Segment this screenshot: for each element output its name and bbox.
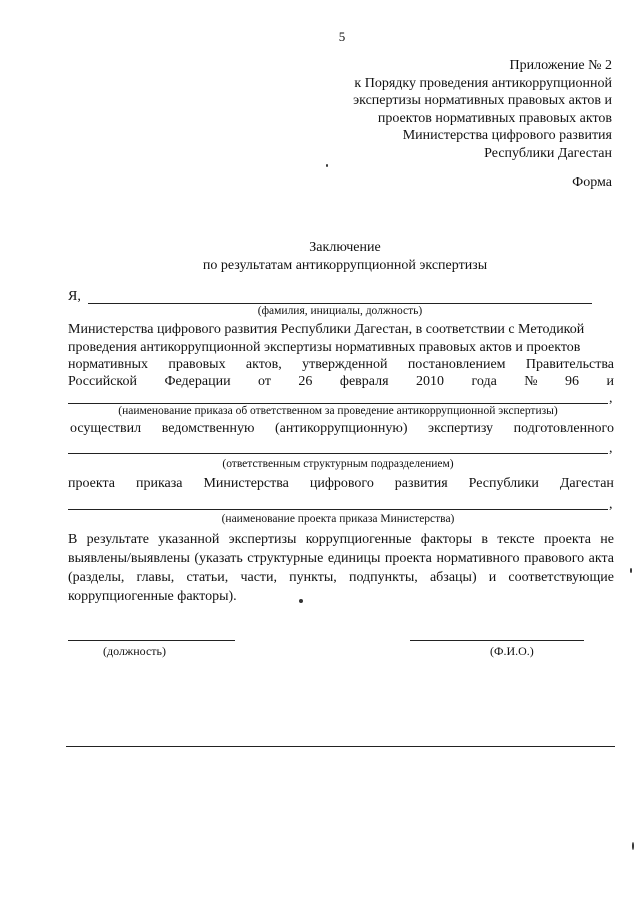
form-label: Форма (572, 175, 612, 190)
scan-speck (632, 842, 634, 850)
word: февраля (339, 374, 389, 389)
position-caption: (должность) (103, 644, 166, 658)
appendix-line: Министерства цифрового развития (402, 128, 612, 143)
word: приказа (135, 476, 183, 491)
appendix-line: Приложение № 2 (509, 58, 612, 73)
word: постановлением (407, 357, 506, 372)
word: Дагестан (559, 476, 614, 491)
order-caption: (наименование приказа об ответственном за проведение антикоррупционной экспертизы) (118, 405, 558, 417)
project-caption: (наименование проекта приказа Министерства) (221, 513, 455, 525)
word: Федерации (164, 374, 231, 389)
comma: , (609, 441, 613, 456)
scan-speck (630, 568, 632, 573)
word: Российской (68, 374, 137, 389)
word: проекта (68, 476, 115, 491)
body-line-2: проведения антикоррупционной экспертизы нормативных правовых актов и проектов (68, 340, 581, 355)
appendix-line: к Порядку проведения антикоррупционной (354, 75, 612, 91)
word: и (606, 374, 614, 389)
word: нормативных (68, 357, 149, 372)
project-fill-line (68, 509, 608, 510)
scan-speck (326, 164, 328, 167)
word: цифрового (309, 476, 374, 491)
body-line-1: Министерства цифрового развития Республики Дагестан, в соответствии с Методикой (68, 322, 585, 337)
unit-caption: (ответственным структурным подразделением) (222, 458, 454, 470)
word: 96 (565, 374, 580, 389)
word: 2010 (416, 374, 444, 389)
appendix-header (353, 57, 612, 162)
word: актов, (245, 357, 282, 372)
scan-speck (299, 599, 303, 603)
word: Республики (468, 476, 539, 491)
word: подготовленного (513, 421, 614, 436)
appendix-line: Республики Дагестан (484, 145, 612, 161)
word: ведомственную (161, 421, 255, 436)
performed-line (70, 421, 614, 437)
word: осуществил (70, 421, 142, 436)
result-paragraph: В результате указанной экспертизы коррупциогенные факторы в тексте проекта не выявлены/выявлены (указать структурные единицы проекта нормативного правового акта (разделы, главы, статьи, части, пункты, подпункты, абзацы) и соответствующие коррупциогенные факторы). (68, 532, 614, 604)
word: года (471, 374, 497, 389)
document-title: Заключение (309, 240, 381, 255)
appendix-line: экспертизы нормативных правовых актов и (353, 93, 612, 108)
name-caption: (Ф.И.О.) (490, 644, 534, 658)
word: экспертизу (428, 421, 494, 436)
word: утвержденной (302, 357, 388, 372)
name-signature-line (410, 640, 584, 641)
page-number: 5 (338, 29, 346, 44)
word: № (524, 374, 538, 389)
project-line (68, 476, 614, 492)
word: Министерства (203, 476, 289, 491)
unit-fill-line (68, 453, 608, 454)
document-subtitle: по результатам антикоррупционной экспертизы (202, 258, 488, 273)
name-fill-line (88, 303, 592, 304)
position-signature-line (68, 640, 235, 641)
body-line-3 (68, 357, 614, 373)
word: Правительства (525, 357, 614, 372)
comma: , (609, 391, 613, 406)
bottom-rule (66, 746, 615, 747)
word: (антикоррупционную) (275, 421, 408, 436)
word: от (258, 374, 271, 389)
word: правовых (168, 357, 226, 372)
order-fill-line (68, 403, 608, 404)
comma: , (609, 497, 613, 512)
word: 26 (298, 374, 313, 389)
appendix-line: проектов нормативных правовых актов (377, 110, 612, 126)
word: развития (394, 476, 448, 491)
i-prefix: Я, (68, 289, 81, 304)
body-line-4 (68, 374, 614, 390)
name-caption: (фамилия, инициалы, должность) (257, 305, 423, 317)
